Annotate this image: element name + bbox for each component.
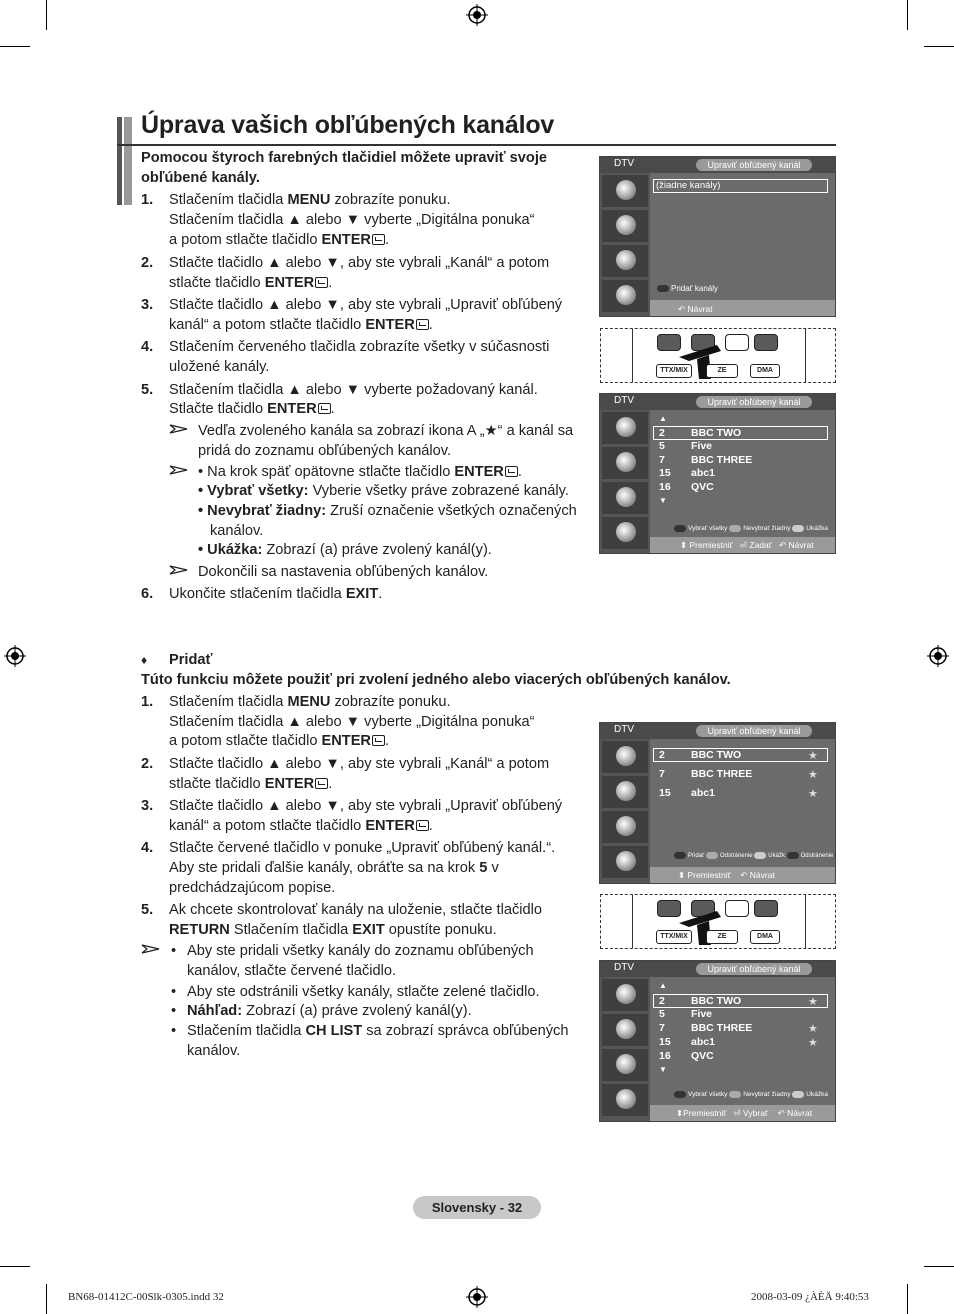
scroll-down-icon: ▼ (659, 496, 667, 505)
step-text: Stlačením tlačidla MENU zobrazíte ponuku. (169, 192, 451, 208)
step-text: Stlačením tlačidla MENU zobrazíte ponuku. (169, 694, 451, 710)
bullet-dot: • (171, 984, 177, 1000)
crop-mark (46, 1284, 47, 1314)
crop-mark (46, 0, 47, 30)
step-number: 4. (141, 840, 154, 856)
channel-number: 2 (659, 427, 665, 439)
picture-icon (602, 741, 648, 773)
scroll-down-icon: ▼ (659, 1065, 667, 1074)
note-text: • Nevybrať žiadny: Zruší označenie všetkých označených (198, 503, 577, 519)
setup-icon (602, 1084, 648, 1116)
channel-name: BBC THREE (691, 454, 753, 466)
step-number: 2. (141, 756, 154, 772)
enter-icon (416, 820, 429, 831)
channel-icon (602, 245, 648, 277)
crop-mark (924, 1266, 954, 1267)
osd-menu-title: Upraviť obľúbený kanál (696, 159, 812, 171)
crop-mark (924, 46, 954, 47)
channel-name: BBC TWO (691, 427, 742, 439)
step-text: Stlačte tlačidlo ▲ alebo ▼, aby ste vybrali „Kanál“ a potom (169, 756, 550, 772)
note-arrow-icon (169, 464, 189, 476)
title-accent-bar (124, 117, 132, 205)
note-text: pridá do zoznamu obľúbených kanálov. (198, 443, 452, 459)
osd-dtv-label: DTV (614, 724, 634, 735)
step-text: stlačte tlačidlo ENTER . (169, 275, 333, 291)
channel-icon (602, 811, 648, 843)
channel-number: 2 (659, 749, 665, 761)
setup-icon (602, 280, 648, 312)
step-number: 2. (141, 255, 154, 271)
osd-icon-column (600, 977, 650, 1121)
channel-name: Five (691, 440, 713, 452)
favorite-star-icon: ★ (808, 1023, 818, 1035)
section-bullet: ♦ (141, 653, 148, 667)
step-text: Aby ste pridali ďalšie kanály, obráťte sa na krok 5 v (169, 860, 499, 876)
step-text: Stlačte tlačidlo ▲ alebo ▼, aby ste vybrali „Upraviť obľúbený (169, 297, 563, 313)
freeze-label: ZE (706, 364, 738, 378)
freeze-label: ZE (706, 930, 738, 944)
channel-name: QVC (691, 481, 714, 493)
step-text: Stlačte tlačidlo ▲ alebo ▼, aby ste vybrali „Upraviť obľúbený (169, 798, 563, 814)
osd-panel-empty (599, 156, 836, 317)
osd-legend: Pridať Odstránenie Ukážk Odstránenie (674, 852, 833, 859)
enter-icon (372, 735, 385, 746)
osd-bottom-hints: ⬍ Premiestniť ⏎ Zadať ↶ Návrat (680, 540, 814, 550)
channel-name: abc1 (691, 1036, 715, 1048)
registration-mark-icon (4, 645, 26, 667)
ttx-mix-label: TTX/MIX (656, 364, 692, 378)
osd-empty-text: (žiadne kanály) (656, 180, 721, 191)
note-text: kanálov. (210, 523, 264, 539)
intro-line: Pomocou štyroch farebných tlačidiel môžete upraviť svoje (141, 150, 548, 166)
channel-icon (602, 1049, 648, 1081)
osd-panel-channel-select (599, 960, 836, 1122)
channel-name: abc1 (691, 787, 715, 799)
blue-button-icon (754, 900, 778, 917)
channel-number: 5 (659, 1008, 665, 1020)
note-text: • Ukážka: Zobrazí (a) práve zvolený kanál(y). (198, 542, 492, 558)
bullet-text: Aby ste pridali všetky kanály do zoznamu obľúbených (187, 943, 534, 959)
bullet-dot: • (171, 1003, 177, 1019)
step-text: a potom stlačte tlačidlo ENTER . (169, 733, 390, 749)
picture-icon (602, 979, 648, 1011)
sound-icon (602, 776, 648, 808)
setup-icon (602, 517, 648, 549)
osd-panel-channel-list (599, 393, 836, 554)
channel-name: abc1 (691, 467, 715, 479)
step-text: Stlačením tlačidla ▲ alebo ▼ vyberte požadovaný kanál. (169, 382, 538, 398)
osd-legend-item: Pridať kanály (657, 284, 718, 293)
bullet-text: kanálov. (187, 1043, 241, 1059)
step-text: Stlačením červeného tlačidla zobrazíte všetky v súčasnosti (169, 339, 550, 355)
crop-mark (0, 46, 30, 47)
step-text: Stlačte červené tlačidlo v ponuke „Upraviť obľúbený kanál.“. (169, 840, 556, 856)
crop-mark (907, 0, 908, 30)
channel-name: Five (691, 1008, 713, 1020)
crop-mark (907, 1284, 908, 1314)
osd-topbar (600, 961, 835, 977)
channel-number: 7 (659, 768, 665, 780)
step-text: Stlačte tlačidlo ▲ alebo ▼, aby ste vybrali „Kanál“ a potom (169, 255, 550, 271)
section-lead: Túto funkciu môžete použiť pri zvolení jedného alebo viacerých obľúbených kanálov. (141, 672, 731, 688)
channel-icon (602, 482, 648, 514)
sound-icon (602, 447, 648, 479)
setup-icon (602, 846, 648, 878)
bullet-text: Náhľad: Zobrazí (a) práve zvolený kanál(y). (187, 1003, 472, 1019)
enter-icon (416, 319, 429, 330)
enter-icon (372, 234, 385, 245)
osd-legend: Vybrať všetky Nevybrať žiadny Ukážka (674, 525, 828, 532)
step-text: kanál“ a potom stlačte tlačidlo ENTER . (169, 818, 433, 834)
osd-topbar (600, 394, 835, 410)
remote-body (632, 329, 806, 382)
dma-label: DMA (750, 930, 780, 944)
osd-legend: Vybrať všetky Nevybrať žiadny Ukážka (674, 1091, 828, 1098)
note-text: • Na krok späť opätovne stlačte tlačidlo ENTER . (198, 464, 522, 480)
remote-body (632, 895, 806, 948)
scroll-up-icon: ▲ (659, 414, 667, 423)
channel-name: BBC TWO (691, 995, 742, 1007)
page-number-badge: Slovensky - 32 (413, 1196, 541, 1219)
sound-icon (602, 210, 648, 242)
channel-number: 16 (659, 481, 671, 493)
osd-dtv-label: DTV (614, 395, 634, 406)
step-text: Stlačením tlačidla ▲ alebo ▼ vyberte „Digitálna ponuka“ (169, 714, 535, 730)
step-number: 5. (141, 382, 154, 398)
osd-topbar (600, 723, 835, 739)
note-text: Dokončili sa nastavenia obľúbených kanálov. (198, 564, 489, 580)
osd-dtv-label: DTV (614, 158, 634, 169)
step-text: predchádzajúcom popise. (169, 880, 336, 896)
step-number: 5. (141, 902, 154, 918)
note-arrow-icon (169, 423, 189, 435)
note-text: Vedľa zvoleného kanála sa zobrazí ikona A „★“ a kanál sa (198, 423, 574, 439)
red-button-icon (657, 285, 669, 292)
favorite-star-icon: ★ (808, 750, 818, 762)
channel-number: 15 (659, 467, 671, 479)
osd-menu-title: Upraviť obľúbený kanál (696, 396, 812, 408)
crop-mark (0, 1266, 30, 1267)
dma-label: DMA (750, 364, 780, 378)
channel-number: 15 (659, 787, 671, 799)
yellow-button-icon (725, 334, 749, 351)
blue-button-icon (754, 334, 778, 351)
channel-name: BBC THREE (691, 1022, 753, 1034)
step-number: 1. (141, 694, 154, 710)
picture-icon (602, 412, 648, 444)
channel-name: QVC (691, 1050, 714, 1062)
favorite-star-icon: ★ (808, 1037, 818, 1049)
step-text: stlačte tlačidlo ENTER . (169, 776, 333, 792)
osd-topbar (600, 157, 835, 173)
title-accent-bar (117, 117, 122, 205)
ttx-mix-label: TTX/MIX (656, 930, 692, 944)
step-text: kanál“ a potom stlačte tlačidlo ENTER . (169, 317, 433, 333)
osd-menu-title: Upraviť obľúbený kanál (696, 963, 812, 975)
enter-icon (318, 403, 331, 414)
bullet-text: Stlačením tlačidla CH LIST sa zobrazí správca obľúbených (187, 1023, 569, 1039)
remote-illustration (600, 894, 836, 949)
channel-name: BBC TWO (691, 749, 742, 761)
date-slug: 2008-03-09 ¿ÀÈÄ 9:40:53 (751, 1291, 869, 1303)
enter-icon (315, 277, 328, 288)
osd-icon-column (600, 173, 650, 316)
step-number: 3. (141, 297, 154, 313)
registration-mark-icon (466, 4, 488, 26)
registration-mark-icon (927, 645, 949, 667)
note-arrow-icon (169, 564, 189, 576)
registration-mark-icon (466, 1286, 488, 1308)
step-text: Ak chcete skontrolovať kanály na uloženie, stlačte tlačidlo (169, 902, 542, 918)
step-text: Stlačte tlačidlo ENTER . (169, 401, 335, 417)
osd-panel-favorites (599, 722, 836, 884)
bullet-text: Aby ste odstránili všetky kanály, stlačte zelené tlačidlo. (187, 984, 540, 1000)
favorite-star-icon: ★ (808, 996, 818, 1008)
step-number: 4. (141, 339, 154, 355)
channel-name: BBC THREE (691, 768, 753, 780)
page-title: Úprava vašich obľúbených kanálov (141, 111, 555, 139)
osd-icon-column (600, 739, 650, 883)
yellow-button-icon (725, 900, 749, 917)
channel-number: 2 (659, 995, 665, 1007)
file-slug: BN68-01412C-00Slk-0305.indd 32 (68, 1291, 224, 1303)
section-heading: Pridať (169, 652, 213, 668)
bullet-text: kanálov, stlačte červené tlačidlo. (187, 963, 397, 979)
osd-menu-title: Upraviť obľúbený kanál (696, 725, 812, 737)
sound-icon (602, 1014, 648, 1046)
osd-icon-column (600, 410, 650, 553)
channel-number: 7 (659, 1022, 665, 1034)
remote-illustration (600, 328, 836, 383)
step-text: uložené kanály. (169, 359, 270, 375)
bullet-dot: • (171, 1023, 177, 1039)
note-text: • Vybrať všetky: Vyberie všetky práve zobrazené kanály. (198, 483, 569, 499)
step-text: Stlačením tlačidla ▲ alebo ▼ vyberte „Digitálna ponuka“ (169, 212, 535, 228)
enter-icon (315, 778, 328, 789)
picture-icon (602, 175, 648, 207)
osd-bottom-hints: ⬍Premiestniť ⏎ Vybrať ↶ Návrat (676, 1108, 813, 1118)
title-rule (117, 144, 836, 146)
step-text: RETURN Stlačením tlačidla EXIT opustíte ponuku. (169, 922, 497, 938)
favorite-star-icon: ★ (808, 769, 818, 781)
osd-back-hint: ↶ Návrat (678, 304, 713, 314)
osd-bottom-hints: ⬍ Premiestniť ↶ Návrat (678, 870, 775, 880)
step-number: 6. (141, 586, 154, 602)
step-number: 3. (141, 798, 154, 814)
step-text: a potom stlačte tlačidlo ENTER . (169, 232, 390, 248)
scroll-up-icon: ▲ (659, 981, 667, 990)
enter-icon (505, 466, 518, 477)
step-text: Ukončite stlačením tlačidla EXIT. (169, 586, 383, 602)
osd-dtv-label: DTV (614, 962, 634, 973)
favorite-star-icon: ★ (808, 788, 818, 800)
channel-number: 16 (659, 1050, 671, 1062)
channel-number: 7 (659, 454, 665, 466)
intro-line: obľúbené kanály. (141, 170, 260, 186)
note-arrow-icon (141, 943, 161, 955)
channel-number: 15 (659, 1036, 671, 1048)
bullet-dot: • (171, 943, 177, 959)
step-number: 1. (141, 192, 154, 208)
channel-number: 5 (659, 440, 665, 452)
